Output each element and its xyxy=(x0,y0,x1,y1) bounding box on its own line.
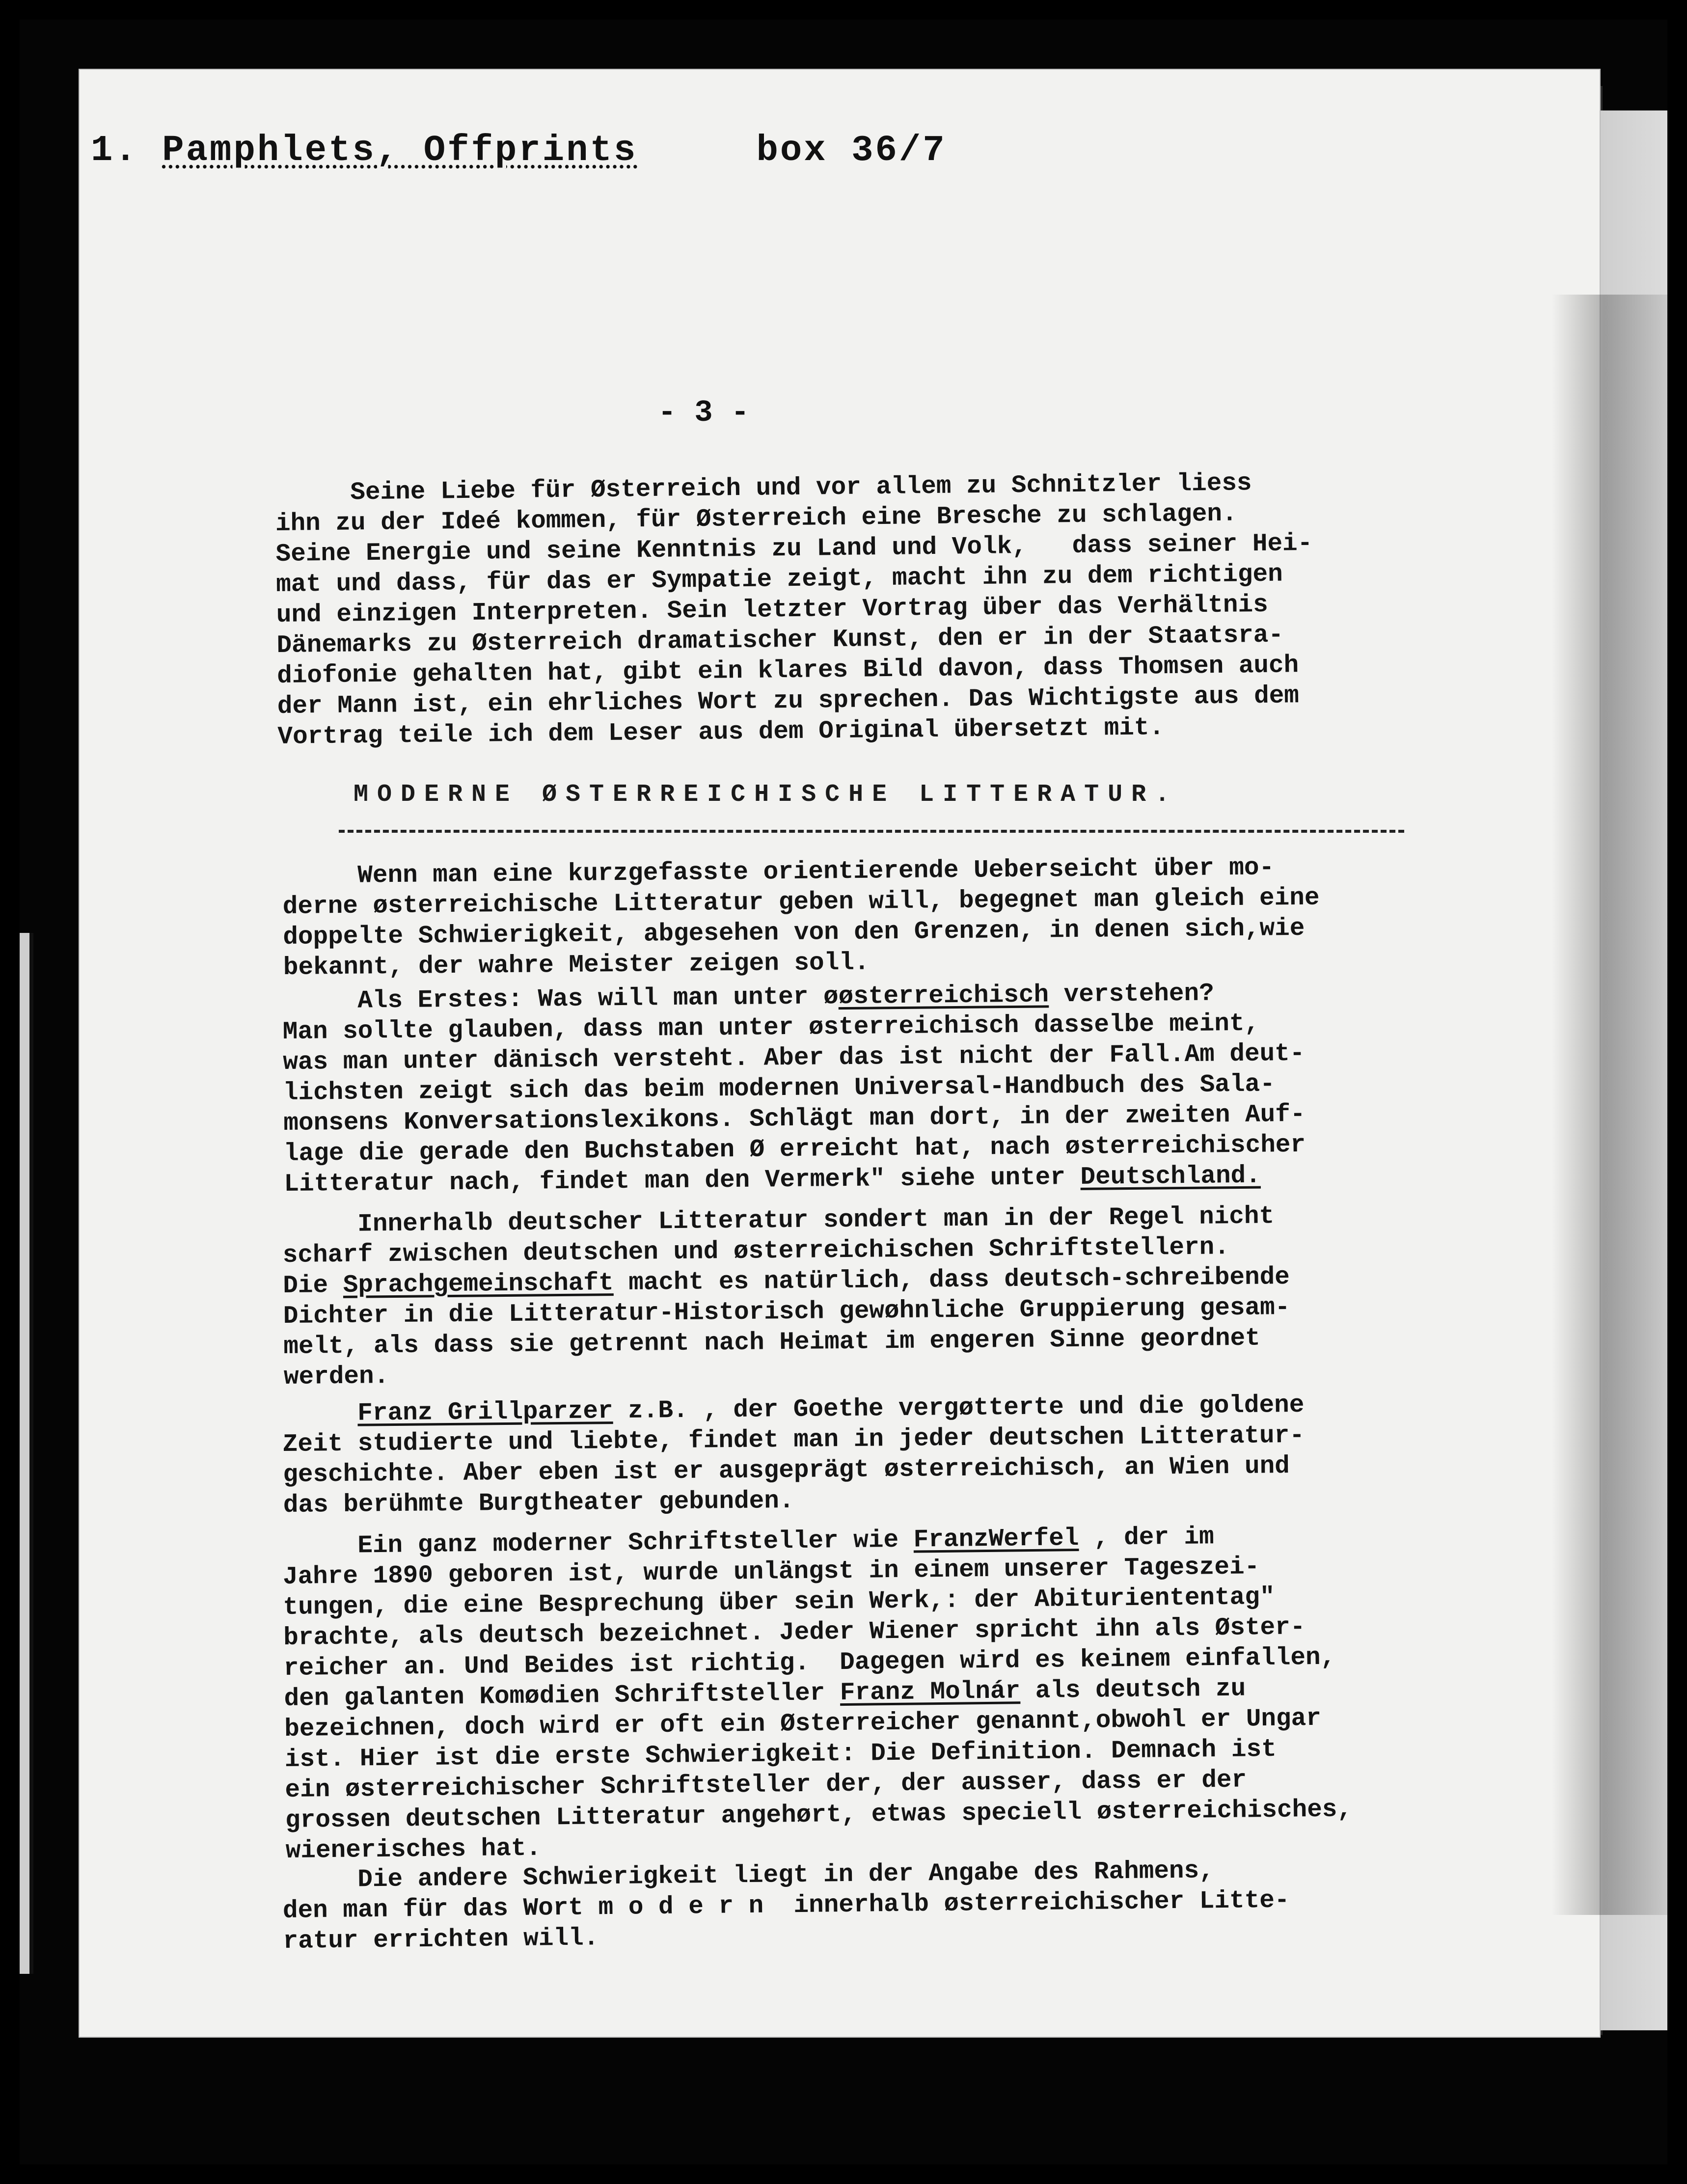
paragraph-6: Die andere Schwierigkeit liegt in der Angabe des Rahmens, den man für das Wort m o d e r n innerhalb østerreichischer Litte- ratur errichten will. xyxy=(282,1857,1290,1956)
header-box: box 36/7 xyxy=(756,130,947,171)
header-category: Pamphlets, Offprints xyxy=(162,130,638,171)
intro-paragraph: Seine Liebe für Østerreich und vor allem zu Schnitzler liess ihn zu der Ideé kommen, für Østerreich eine Bresche zu schlagen. Seine Energie und seine Kenntnis zu Land und Volk, dass seiner Hei- mat und dass, für das er Sympatie zeigt, macht ihn zu dem richtigen und einzigen Interpreten. Sein letzter Vortrag über das Verhältnis Dänemarks zu Østerreich dramatischer Kunst, den er in der Staatsra- diofonie gehalten hat, gibt ein klares Bild davon, dass Thomsen auch der Mann ist, ein ehrliches Wort zu sprechen. Das Wichtigste aus dem Vortrag teile ich dem Leser aus dem Original übersetzt mit. xyxy=(275,469,1313,751)
paragraph-2: Als Erstes: Was will man unter øøsterreichisch verstehen? Man sollte glauben, dass man unter østerreichisch dasselbe meint, was man unter dänisch versteht. Aber das ist nicht der Fall.Am deut- lichsten zeigt sich das beim modernen Universal-Handbuch des Sala- monsens Konversationslexikons. Schlägt man dort, in der zweiten Auf- lage die gerade den Buchstaben Ø erreicht hat, nach østerreichischer Litteratur nach, findet man den Vermerk" siehe unter Deutschland. xyxy=(282,980,1306,1199)
paragraph-1: Wenn man eine kurzgefasste orientierende Ueberseicht über mo- derne østerreichische Litteratur geben will, begegnet man gleich eine doppelte Schwierigkeit, abgesehen von den Grenzen, in denen sich,wie bekannt, der wahre Meister zeigen soll. xyxy=(282,854,1320,982)
para2-line1: Als Erstes: Was will man unter øøsterreichisch verstehen? xyxy=(282,980,1214,1016)
para3-lines-a: Innerhalb deutscher Litteratur sondert man in der Regel nicht scharf zwischen deutschen und østerreichischen Schriftstellern. xyxy=(282,1202,1275,1270)
para4-body: Zeit studierte und liebte, findet man in jeder deutschen Litteratur- geschichte. Aber eben ist er ausgeprägt østerreichisch, an Wien und das berühmte Burgtheater gebunden. xyxy=(282,1421,1305,1520)
page-number: - 3 - xyxy=(658,395,750,430)
para3-lines-b: Dichter in die Litteratur-Historisch gewøhnliche Gruppierung gesam- melt, als dass sie getrennt nach Heimat im engeren Sinne geordnet werden. xyxy=(283,1294,1290,1392)
paragraph-5: Ein ganz moderner Schriftsteller wie FranzWerfel , der im Jahre 1890 geboren ist, wurde unlängst in einem unserer Tageszei- tungen, die eine Besprechung über sein Werk,: der Abituriententag" brachte, als deutsch bezeichnet. Jeder Wiener spricht ihn als Øster- reicher an. Und Beides ist richtig. Dagegen wird es keinem einfallen, den galanten Komødien Schriftsteller Franz Molnár als deutsch zu bezeichnen, doch wird er oft ein Østerreicher genannt,obwohl er Ungar ist. Hier ist die erste Schwierigkeit: Die Definition. Demnach ist ein østerreichischer Schriftsteller der, der ausser, dass er der grossen deutschen Litteratur angehørt, etwas speciell østerreichisches, wienerisches hat. xyxy=(282,1523,1353,1865)
para2-body: Man sollte glauben, dass man unter østerreichisch dasselbe meint, was man unter dänisch versteht. Aber das ist nicht der Fall.Am deut- lichsten zeigt sich das beim modernen Universal-Handbuch des Sala- monsens Konversationslexikons. Schlägt man dort, in der zweiten Auf- lage die gerade den Buchstaben Ø erreicht hat, nach østerreichischer xyxy=(282,1010,1306,1168)
para5-lines-b: bezeichnen, doch wird er oft ein Østerreicher genannt,obwohl er Ungar ist. Hier ist die erste Schwierigkeit: Die Definition. Demnach ist ein østerreichischer Schriftsteller der, der ausser, dass er der grossen deutschen Litteratur angehørt, etwas speciell østerreichisches, wienerisches hat. xyxy=(284,1704,1353,1865)
paragraph-3: Innerhalb deutscher Litteratur sondert man in der Regel nicht scharf zwischen deutschen und østerreichischen Schriftstellern. Die Sprachgemeinschaft macht es natürlich, dass deutsch-schreibende Dichter in die Litteratur-Historisch gewøhnliche Gruppierung gesam- melt, als dass sie getrennt nach Heimat im engeren Sinne geordnet werden. xyxy=(282,1202,1290,1392)
name-molnar: Franz Molnár xyxy=(840,1677,1021,1708)
para5-lines-a: Jahre 1890 geboren ist, wurde unlängst in einem unserer Tageszei- tungen, die eine Besprechung über sein Werk,: der Abituriententag" brachte, als deutsch bezeichnet. Jeder Wiener spricht ihn als Øster- reicher an. Und Beides ist richtig. Dagegen wird es keinem einfallen, xyxy=(282,1553,1336,1683)
underlined-term-deutschland: Deutschland. xyxy=(1080,1162,1261,1192)
name-grillparzer: Franz Grillparzer xyxy=(357,1397,613,1428)
section-heading: MODERNE ØSTERREICHISCHE LITTERATUR. xyxy=(354,781,1179,809)
paragraph-4: Franz Grillparzer z.B. , der Goethe vergøtterte und die goldene Zeit studierte und liebte, findet man in jeder deutschen Litteratur- geschichte. Aber eben ist er ausgeprägt østerreichisch, an Wien und das berühmte Burgtheater gebunden. xyxy=(282,1391,1305,1520)
underlined-term-sprachgemeinschaft: Sprachgemeinschaft xyxy=(343,1269,614,1300)
name-werfel: FranzWerfel xyxy=(913,1525,1079,1555)
underlined-term-oesterreichisch: østerreichisch xyxy=(838,981,1049,1011)
header-prefix: 1. xyxy=(91,130,163,171)
